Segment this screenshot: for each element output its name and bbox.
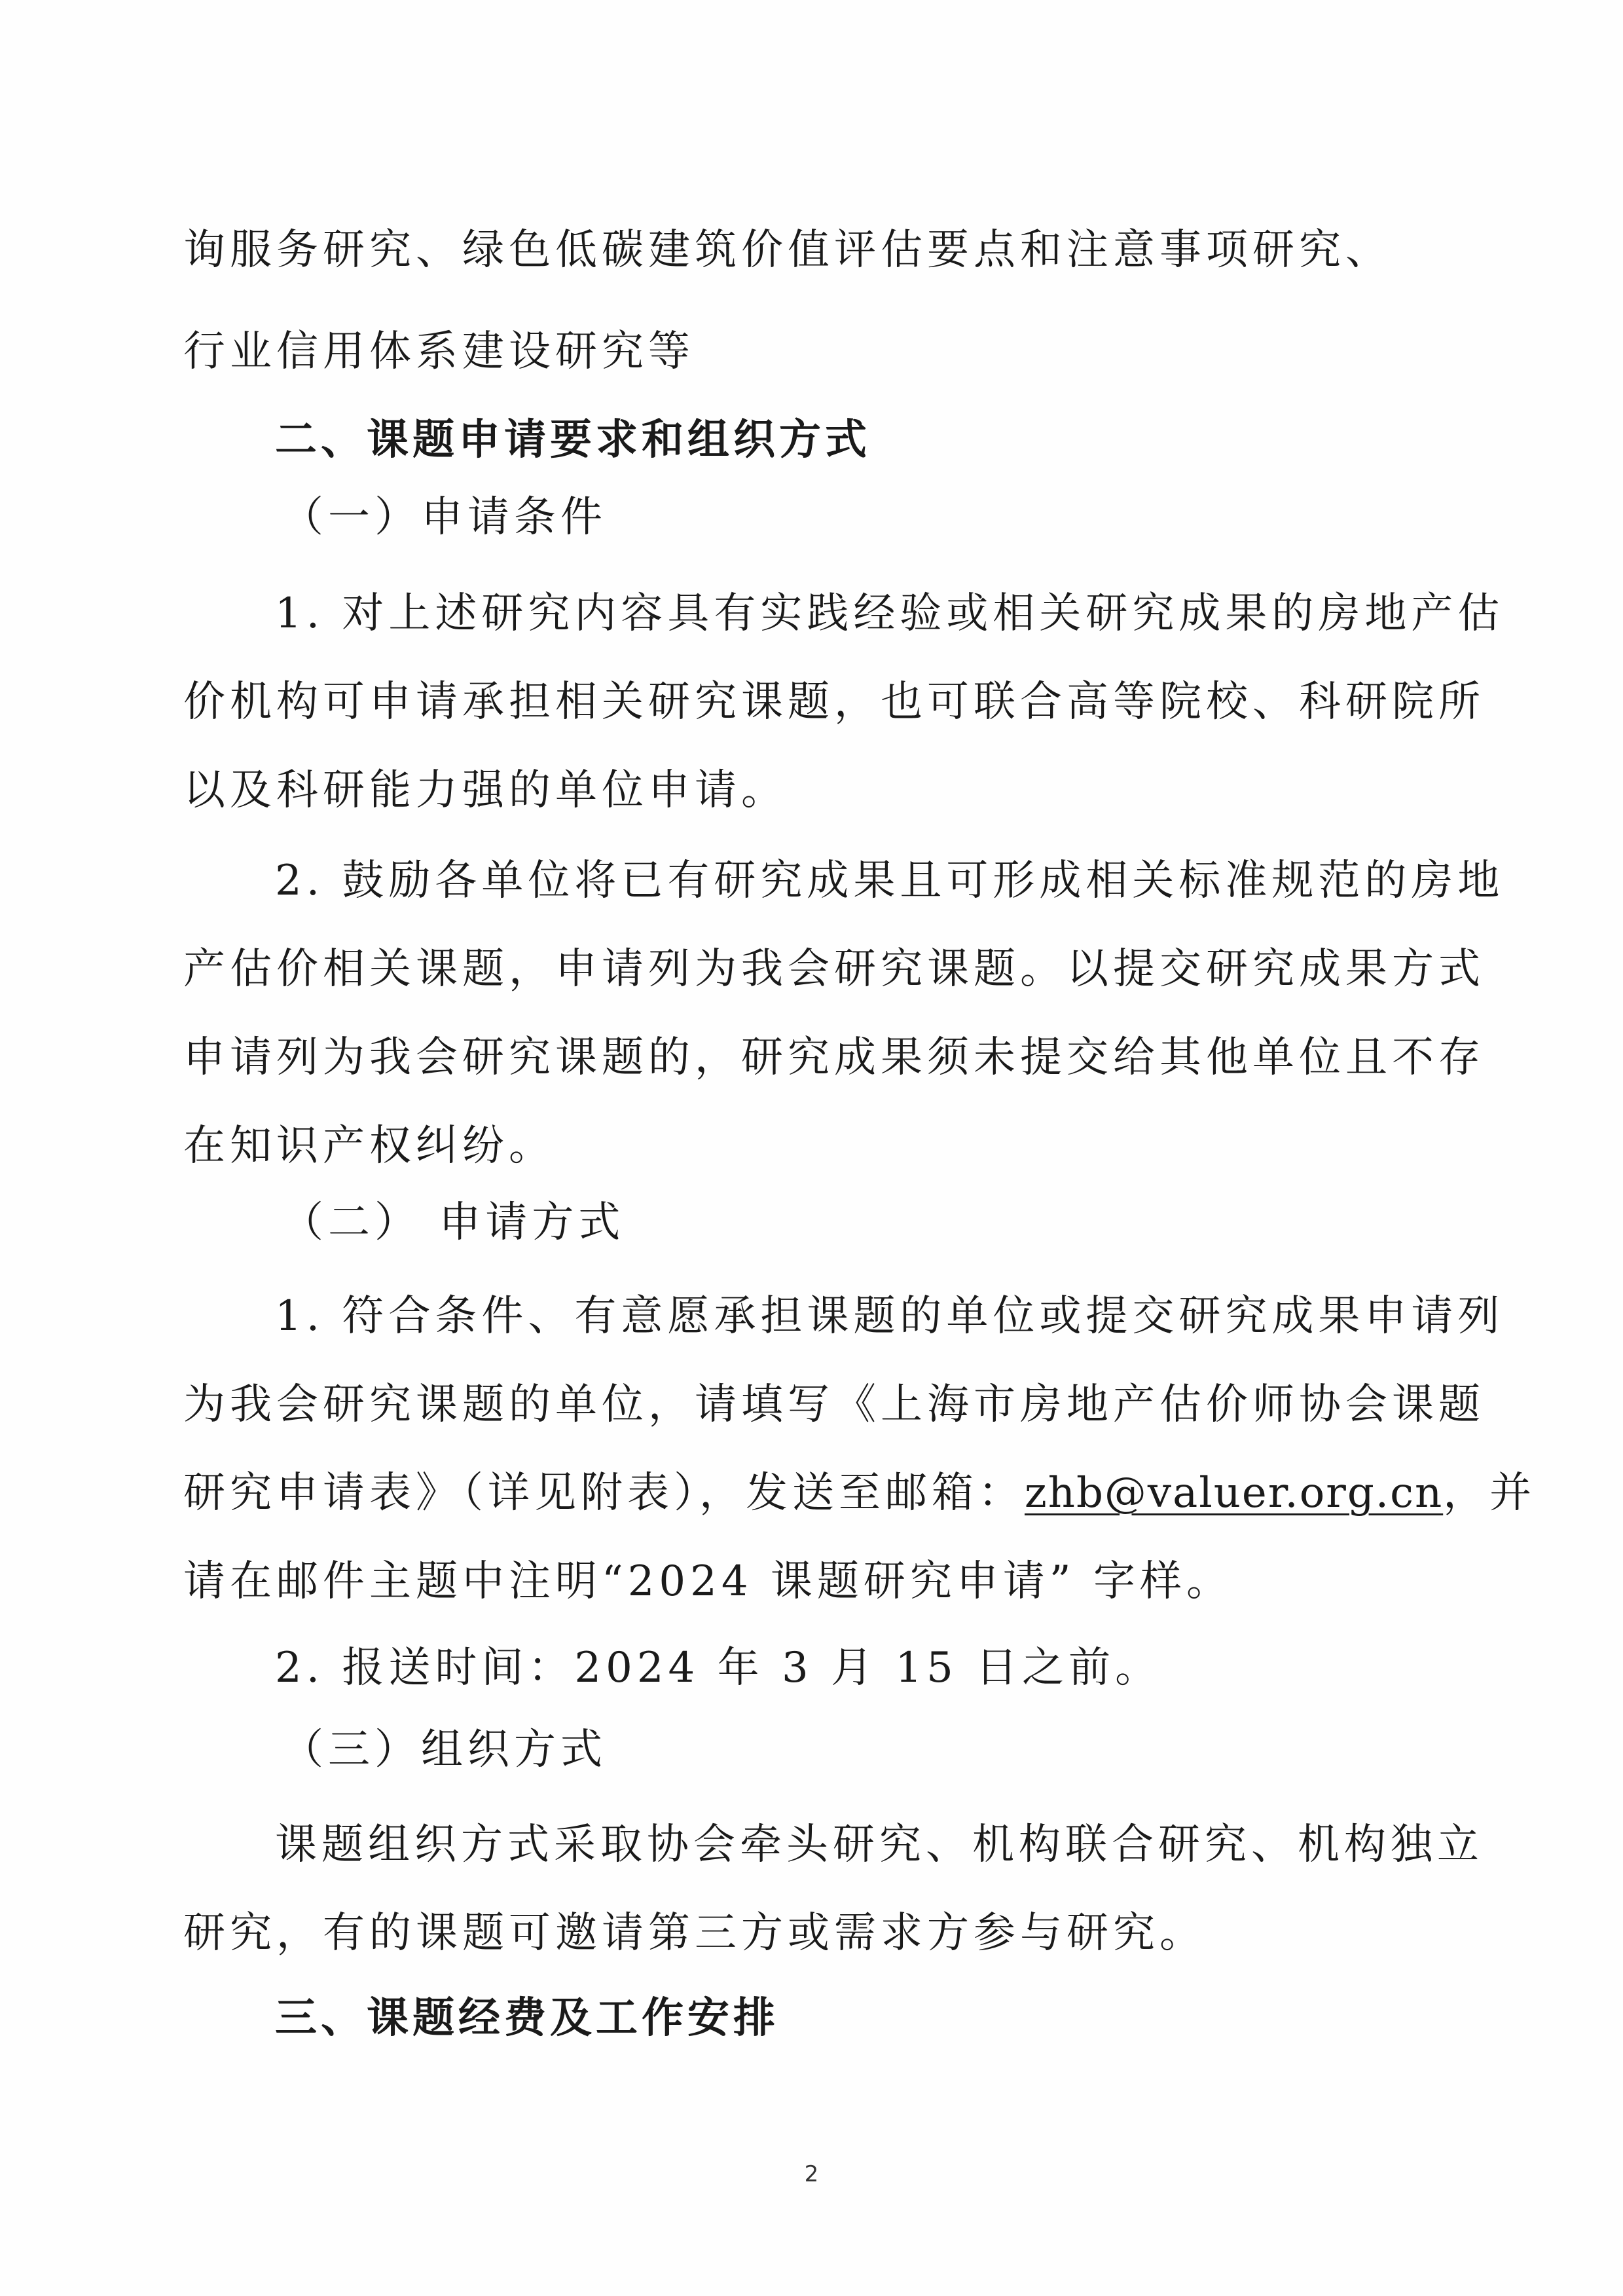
paragraph-line: 行业信用体系建设研究等 xyxy=(183,327,695,376)
paragraph-line: 研究，有的课题可邀请第三方或需求方参与研究。 xyxy=(183,1909,1206,1957)
paragraph-line: 在知识产权纠纷。 xyxy=(183,1122,555,1170)
page-number: 2 xyxy=(804,2161,819,2187)
section-heading-3: 三、课题经费及工作安排 xyxy=(275,1994,779,2043)
email-link[interactable]: zhb@valuer.org.cn xyxy=(1025,1469,1444,1517)
subsection-heading-1: （一）申请条件 xyxy=(282,493,607,542)
paragraph-line: 申请列为我会研究课题的，研究成果须未提交给其他单位且不存 xyxy=(183,1033,1485,1082)
paragraph-line xyxy=(183,1469,1537,1517)
subsection-heading-3: （三）组织方式 xyxy=(282,1726,607,1774)
paragraph-line: 价机构可申请承担相关研究课题，也可联合高等院校、科研院所 xyxy=(183,678,1485,726)
subsection-heading-2: （二） 申请方式 xyxy=(282,1198,625,1247)
paragraph-line: 课题组织方式采取协会牵头研究、机构联合研究、机构独立 xyxy=(275,1821,1484,1869)
section-heading-2: 二、课题申请要求和组织方式 xyxy=(275,416,871,464)
paragraph-line: 1. 对上述研究内容具有实践经验或相关研究成果的房地产估 xyxy=(275,589,1504,638)
paragraph-line: 1. 符合条件、有意愿承担课题的单位或提交研究成果申请列 xyxy=(275,1292,1504,1341)
paragraph-line: 请在邮件主题中注明“2024 课题研究申请” 字样。 xyxy=(183,1557,1233,1606)
paragraph-text: 研究申请表》（详见附表），发送至邮箱： xyxy=(183,1469,1025,1517)
paragraph-line: 2. 鼓励各单位将已有研究成果且可形成相关标准规范的房地 xyxy=(275,857,1504,905)
paragraph-line: 为我会研究课题的单位，请填写《上海市房地产估价师协会课题 xyxy=(183,1380,1485,1429)
paragraph-line: 询服务研究、绿色低碳建筑价值评估要点和注意事项研究、 xyxy=(183,226,1392,274)
paragraph-line: 产估价相关课题，申请列为我会研究课题。以提交研究成果方式 xyxy=(183,945,1485,993)
paragraph-text: ，并 xyxy=(1443,1469,1537,1517)
paragraph-line: 2. 报送时间：2024 年 3 月 15 日之前。 xyxy=(275,1644,1162,1692)
paragraph-line: 以及科研能力强的单位申请。 xyxy=(183,766,788,815)
